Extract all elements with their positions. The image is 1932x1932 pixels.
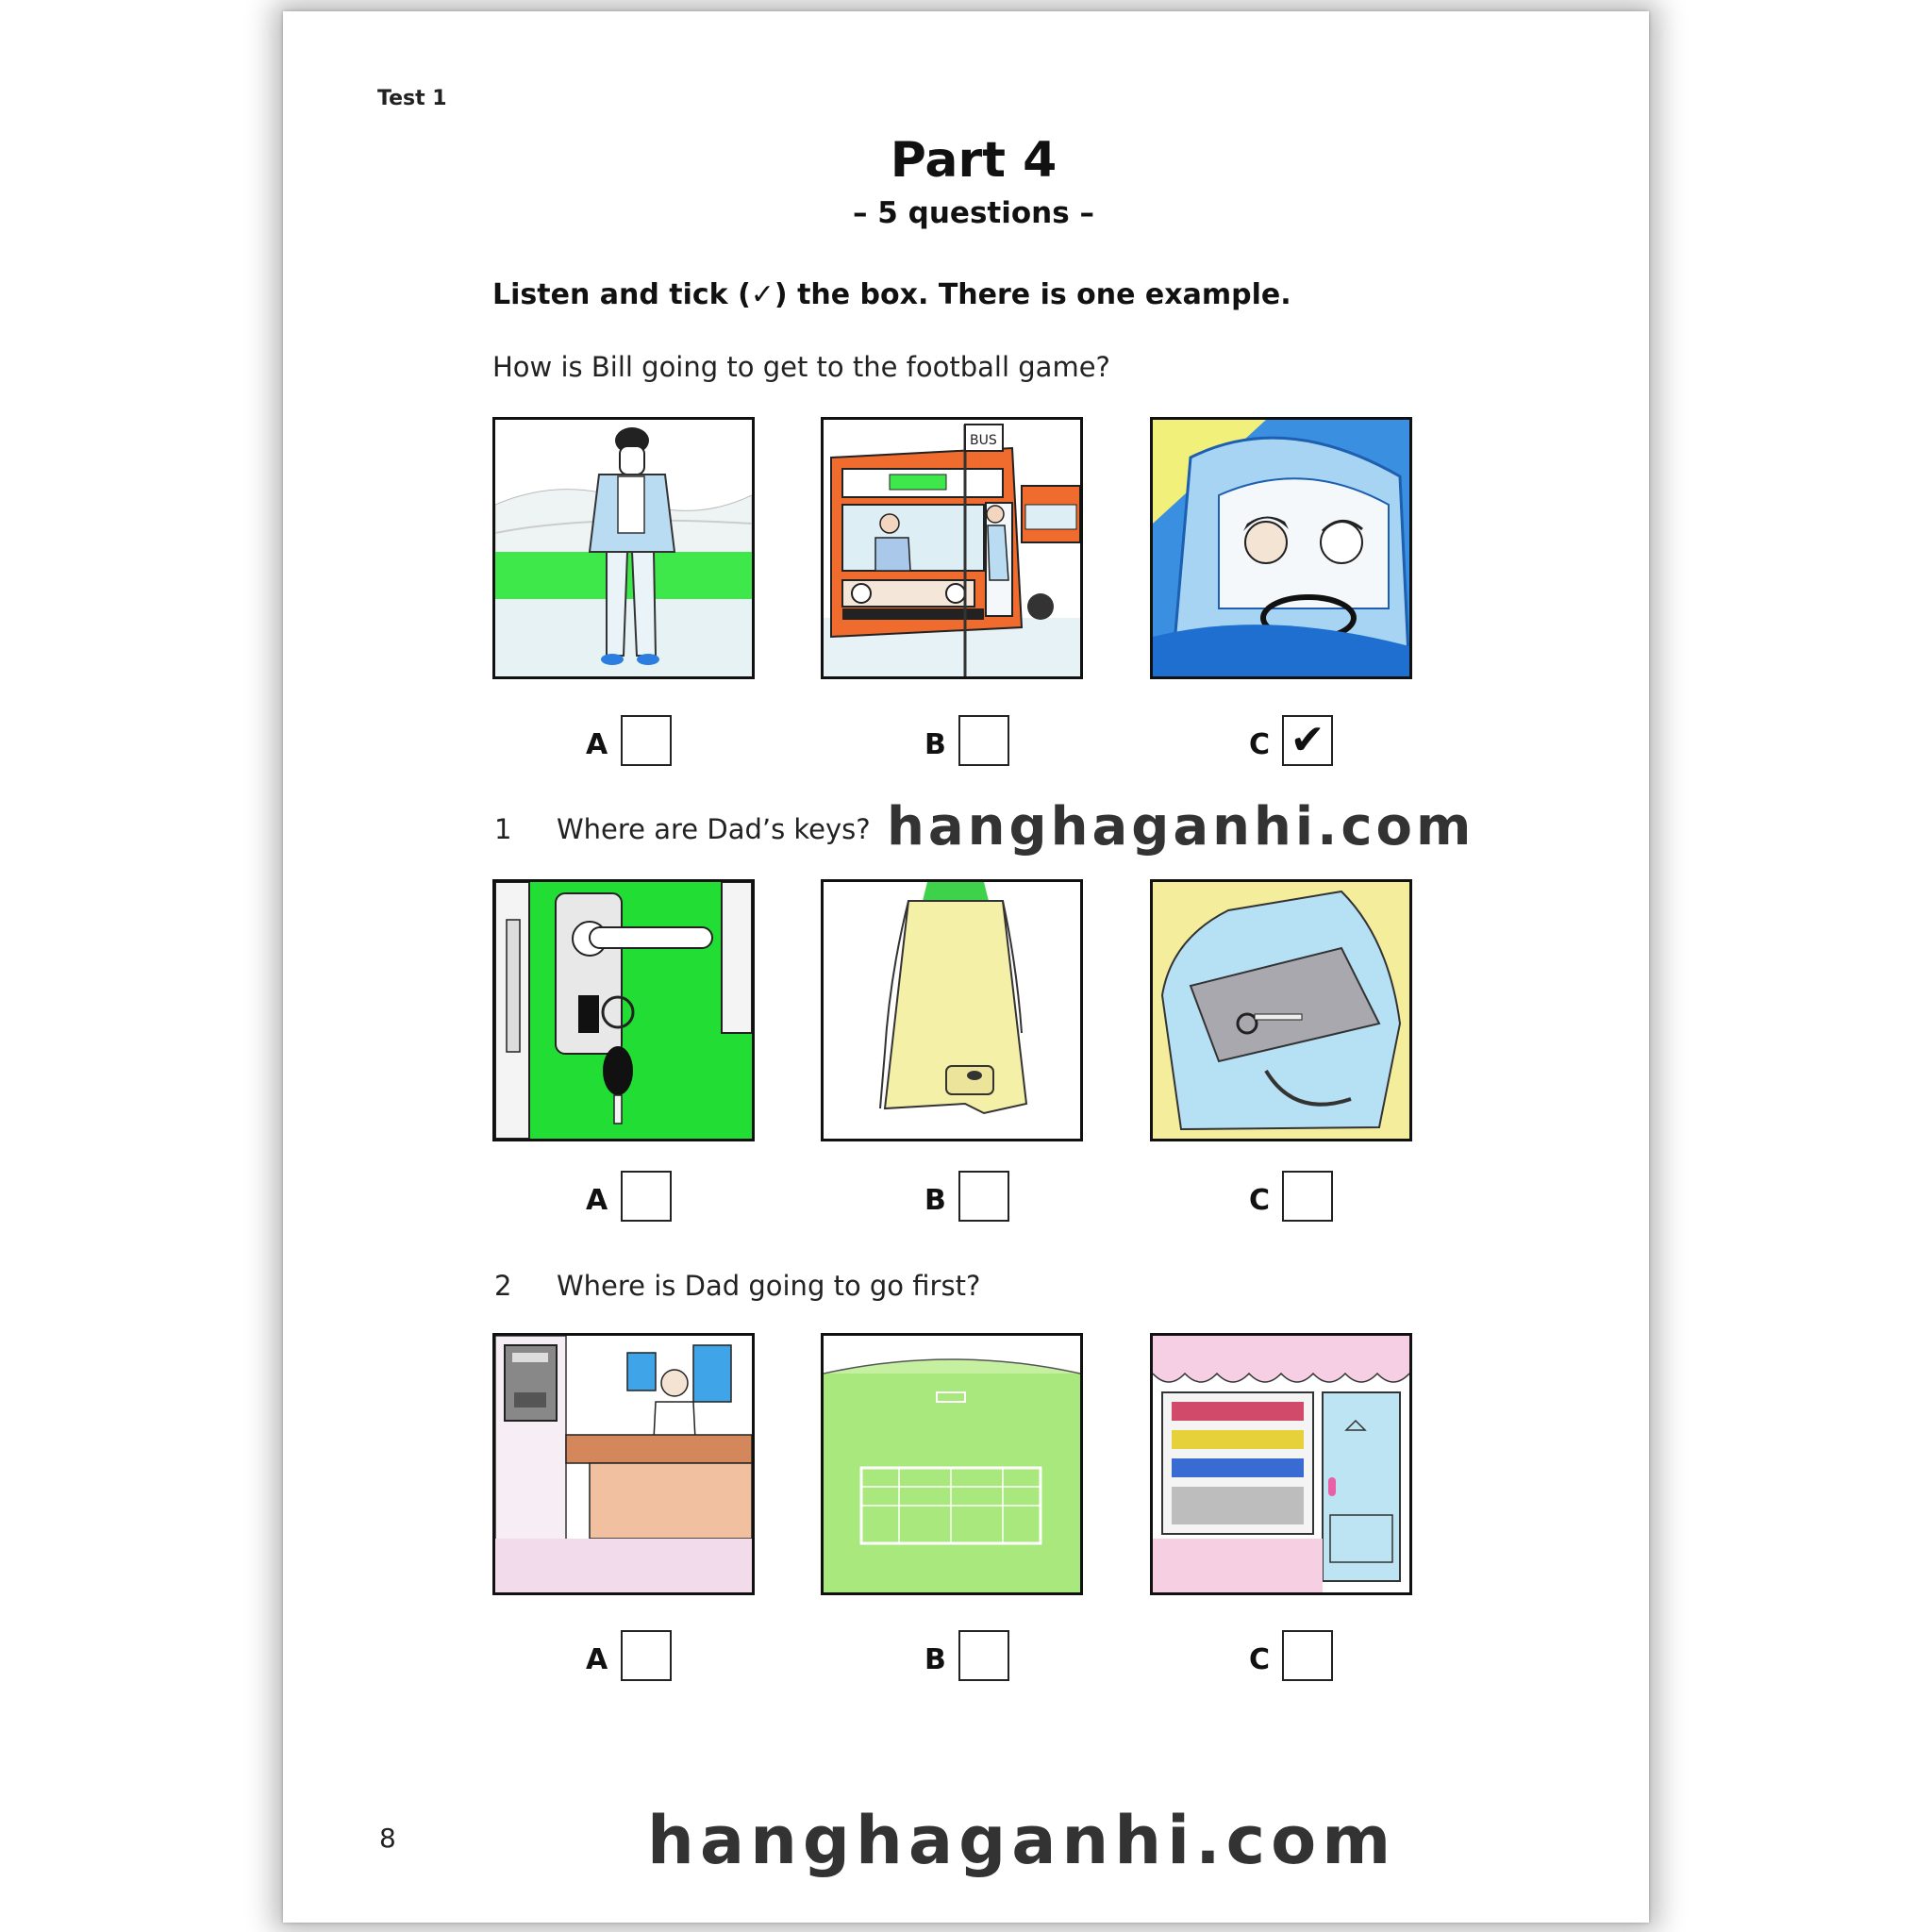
- question-2-checkbox-c[interactable]: [1282, 1630, 1333, 1681]
- watermark-lower: hanghaganhi.com: [647, 1802, 1397, 1879]
- example-checkbox-c[interactable]: [1282, 715, 1333, 766]
- page-number: 8: [379, 1823, 396, 1854]
- bus-sign-text: BUS: [970, 433, 997, 448]
- question-1-number: 1: [494, 813, 512, 845]
- example-picture-a: [492, 417, 755, 679]
- football-field-illustration: [824, 1336, 1080, 1592]
- question-1-picture-c: [1150, 879, 1412, 1141]
- tick-mark-icon: ✔: [1290, 716, 1325, 764]
- question-1-checkbox-c[interactable]: [1282, 1171, 1333, 1222]
- question-2-picture-c: [1150, 1333, 1412, 1595]
- car-illustration: [1153, 420, 1409, 676]
- test-label: Test 1: [377, 87, 447, 110]
- bank-counter-illustration: [495, 1336, 752, 1592]
- example-option-b-letter: B: [924, 728, 946, 761]
- boy-walking-illustration: [495, 420, 752, 676]
- part-subtitle: – 5 questions –: [853, 196, 1094, 230]
- example-checkbox-b[interactable]: [958, 715, 1009, 766]
- question-2-picture-b: [821, 1333, 1083, 1595]
- door-keys-illustration: [495, 882, 752, 1139]
- watermark-upper: hanghaganhi.com: [887, 796, 1475, 858]
- question-1-checkbox-b[interactable]: [958, 1171, 1009, 1222]
- question-2-option-c-letter: C: [1249, 1643, 1271, 1676]
- question-2-option-a-letter: A: [586, 1643, 608, 1676]
- bag-keys-illustration: [1153, 882, 1409, 1139]
- shop-front-illustration: [1153, 1336, 1409, 1592]
- example-question: How is Bill going to get to the football game?: [492, 351, 1110, 383]
- question-1-option-a-letter: A: [586, 1184, 608, 1217]
- bus-illustration: [824, 420, 1080, 676]
- part-title: Part 4: [890, 132, 1058, 189]
- question-2-text: Where is Dad going to go first?: [557, 1270, 981, 1302]
- question-2-number: 2: [494, 1270, 512, 1302]
- example-picture-b: [821, 417, 1083, 679]
- example-checkbox-a[interactable]: [621, 715, 672, 766]
- question-2-checkbox-b[interactable]: [958, 1630, 1009, 1681]
- example-picture-c: [1150, 417, 1412, 679]
- question-1-option-b-letter: B: [924, 1184, 946, 1217]
- question-1-picture-a: [492, 879, 755, 1141]
- question-1-option-c-letter: C: [1249, 1184, 1271, 1217]
- question-2-picture-a: [492, 1333, 755, 1595]
- question-2-option-b-letter: B: [924, 1643, 946, 1676]
- example-option-c-letter: C: [1249, 728, 1271, 761]
- question-2-checkbox-a[interactable]: [621, 1630, 672, 1681]
- question-1-text: Where are Dad’s keys?: [557, 813, 871, 845]
- question-1-checkbox-a[interactable]: [621, 1171, 672, 1222]
- question-1-picture-b: [821, 879, 1083, 1141]
- example-option-a-letter: A: [586, 728, 608, 761]
- instruction-text: Listen and tick (✓) the box. There is one example.: [492, 278, 1291, 311]
- jacket-illustration: [824, 882, 1080, 1139]
